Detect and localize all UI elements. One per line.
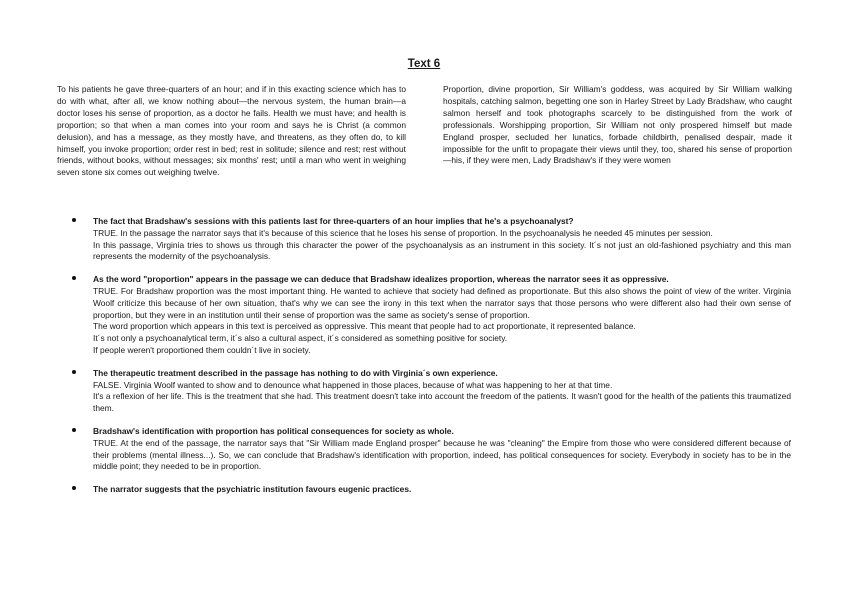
passage-left-column: To his patients he gave three-quarters of an hour; and if in this exacting science which has to do with what, after all, we know nothing about—the nervous system, the human brain—a doctor loses his sense of proportion, as a doctor he fails. Health we must have; and health is proportion; so that when a man comes into your room and says he is Christ (a common delusion), and has a message, as they mostly have, and threatens, as they often do, to kill himself, you invoke proportion; order rest in bed; rest in solitude; silence and rest; rest without friends, without books, without messages; six months' rest; until a man who went in weighing seven stone six comes out weighing twelve. [57, 84, 406, 178]
question-item [0, 484, 848, 496]
answer-block [93, 228, 791, 263]
answer-paragraph: It´s not only a psychoanalytical term, it´s also a cultural aspect, it´s considered as something positive for society. [93, 333, 508, 344]
question-body [93, 274, 791, 357]
question-body [93, 368, 791, 415]
question-text: The therapeutic treatment described in the passage has nothing to do with Virginia´s own experience. [93, 367, 498, 378]
passage-right-column: Proportion, divine proportion, Sir William's goddess, was acquired by Sir William walking hospitals, catching salmon, begetting one son in Harley Street by Lady Bradshaw, who caught salmon herself and took photographs scarcely to be distinguished from the work of professionals. Worshipping proportion, Sir William not only prospered himself but made England prosper, secluded her lunatics, forbade childbirth, penalised despair, made it impossible for the unfit to propagate their views until they, too, shared his sense of proportion—his, if they were men, Lady Bradshaw's if they were women [443, 84, 792, 166]
answer-paragraph: TRUE. At the end of the passage, the narrator says that "Sir William made England prosper" because he was "cleaning" the Empire from those who were considered different because of their problems (mental illness...). So, we can conclude that Bradshaw's identification with proportion, indeed, has political consequences for society. Everybody in society has to be in the middle point; they needed to be in proportion. [93, 437, 791, 472]
question-item [0, 426, 848, 473]
question-item [0, 368, 848, 415]
question-text: As the word "proportion" appears in the passage we can deduce that Bradshaw idealizes proportion, whereas the narrator sees it as oppressive. [93, 274, 669, 285]
answer-block [93, 286, 791, 357]
bullet-dot-icon [72, 218, 76, 222]
answer-paragraph: TRUE. In the passage the narrator says that it's because of this science that he loses his sense of proportion. In the psychoanalysis he needed 45 minutes per session. [93, 227, 713, 238]
answer-paragraph: In this passage, Virginia tries to shows us through this character the power of the psychoanalysis as an instrument in this society. It´s not just an old-fashioned psychiatry and this man represents the modernity of the psychoanalysis. [93, 239, 791, 262]
question-text: The fact that Bradshaw's sessions with this patients last for three-quarters of an hour implies that he's a psychoanalyst? [93, 216, 574, 226]
question-item [0, 274, 848, 357]
answer-paragraph: TRUE. For Bradshaw proportion was the most important thing. He wanted to achieve that society had defined as proportionate. But this also shows the point of view of the writer. Virginia Woolf criticize this because of her own situation, that's why we can see the irony in this text when the narrator says that those persons who were different also had their own sense of proportion, but they were in an institution until their sense of proportion was the same as society's sense of proportion. [93, 285, 791, 320]
question-list [0, 216, 848, 507]
answer-block [93, 380, 791, 415]
answer-paragraph: It's a reflexion of her life. This is the treatment that she had. This treatment doesn't take into account the freedom of the patients. It wasn't good for the health of the patients this traumatized them. [93, 391, 791, 414]
question-item [0, 216, 848, 263]
bullet-dot-icon [72, 370, 76, 374]
answer-paragraph: If people weren't proportioned them couldn´t live in society. [93, 344, 311, 355]
question-body [93, 426, 791, 473]
answer-block [93, 438, 791, 473]
page-title: Text 6 [407, 58, 441, 70]
question-body [93, 484, 791, 496]
question-body [93, 216, 791, 263]
bullet-dot-icon [72, 428, 76, 432]
question-text: The narrator suggests that the psychiatric institution favours eugenic practices. [93, 484, 412, 495]
bullet-dot-icon [72, 486, 76, 490]
bullet-dot-icon [72, 276, 76, 280]
answer-paragraph: FALSE. Virginia Woolf wanted to show and to denounce what happened in those places, because of what was happening to her at that time. [93, 379, 613, 390]
question-text: Bradshaw's identification with proportion has political consequences for society as whole. [93, 425, 454, 436]
answer-paragraph: The word proportion which appears in this text is perceived as oppressive. This meant that people had to act proportionate, it represented balance. [93, 321, 636, 332]
